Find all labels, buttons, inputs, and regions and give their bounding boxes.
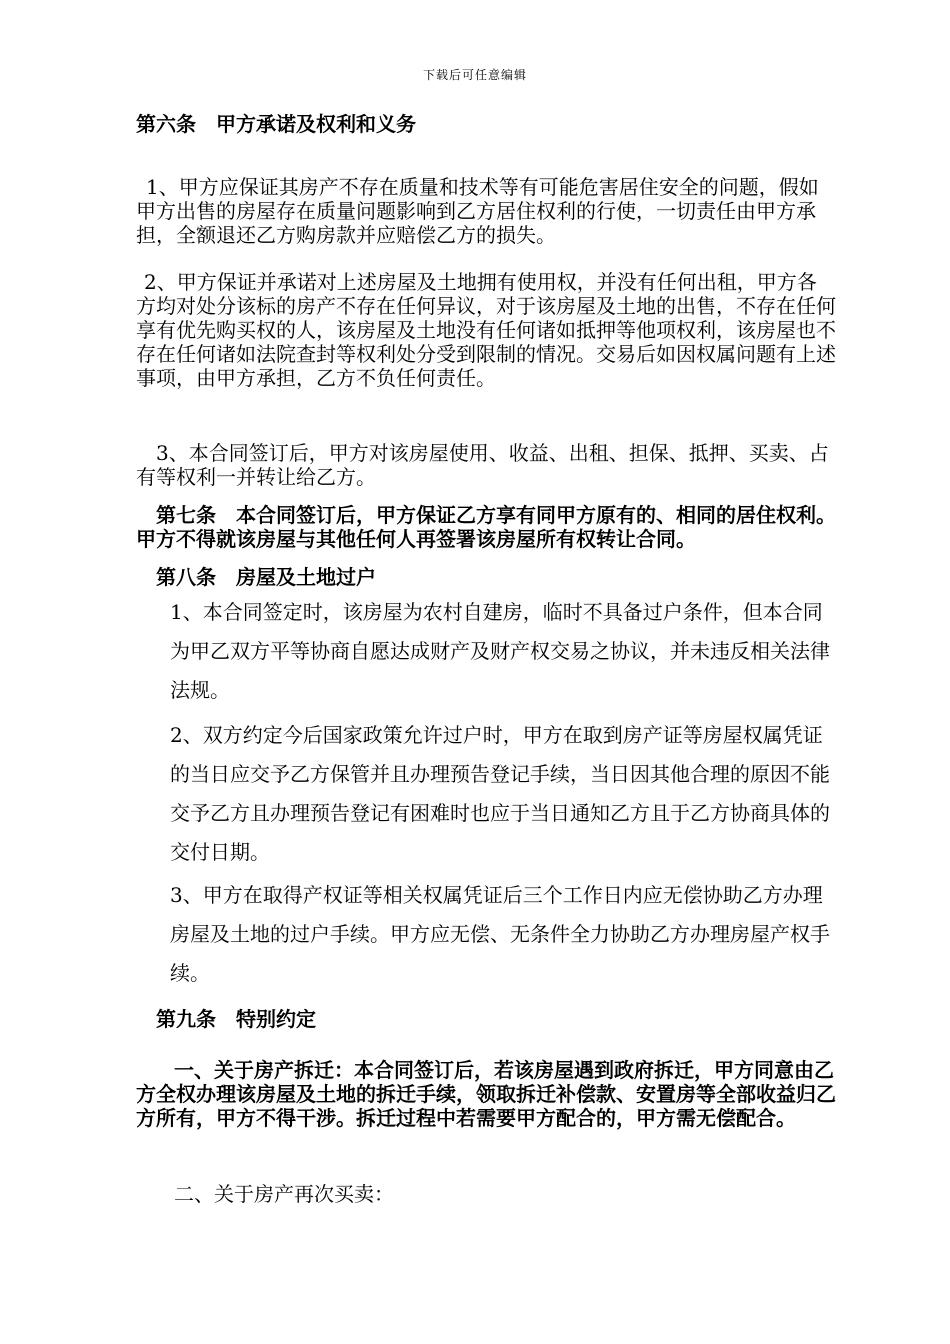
- article-6-clause-1: 1、甲方应保证其房产不存在质量和技术等有可能危害居住安全的问题，假如甲方出售的房屋存在质量问题影响到乙方居住权利的行使，一切责任由甲方承担，全额退还乙方购房款并应赔偿乙方的损失。: [136, 175, 819, 247]
- article-7: 第七条 本合同签订后，甲方保证乙方享有同甲方原有的、相同的居住权利。甲方不得就该房屋与其他任何人再签署该房屋所有权转让合同。: [136, 503, 836, 551]
- article-6-clause-2: 2、甲方保证并承诺对上述房屋及土地拥有使用权，并没有任何出租，甲方各方均对处分该标的房产不存在任何异议，对于该房屋及土地的出售，不存在任何享有优先购买权的人，该房屋及土地没有任何诸如抵押等他项权利，该房屋也不存在任何诸如法院查封等权利处分受到限制的情况。交易后如因权属问题有上述事项，由甲方承担，乙方不负任何责任。: [136, 270, 836, 390]
- article-8-clause-1: 1、本合同签定时，该房屋为农村自建房，临时不具备过户条件，但本合同为甲乙双方平等协商自愿达成财产及财产权交易之协议，并未违反相关法律法规。: [170, 600, 830, 702]
- article-9-clause-1: 一、关于房产拆迁：本合同签订后，若该房屋遇到政府拆迁，甲方同意由乙方全权办理该房屋及土地的拆迁手续，领取拆迁补偿款、安置房等全部收益归乙方所有，甲方不得干涉。拆迁过程中若需要甲方配合的，甲方需无偿配合。: [136, 1058, 836, 1130]
- article-8-clause-2: 2、双方约定今后国家政策允许过户时，甲方在取到房产证等房屋权属凭证的当日应交予乙方保管并且办理预告登记手续，当日因其他合理的原因不能交予乙方且办理预告登记有困难时也应于当日通知乙方且于乙方协商具体的交付日期。: [170, 723, 830, 864]
- article-8-clause-3: 3、甲方在取得产权证等相关权属凭证后三个工作日内应无偿协助乙方办理房屋及土地的过户手续。甲方应无偿、无条件全力协助乙方办理房屋产权手续。: [170, 883, 830, 985]
- article-6-title: 第六条 甲方承诺及权利和义务: [136, 112, 416, 136]
- page-header: 下载后可任意编辑: [422, 68, 527, 82]
- article-6-clause-3: 3、本合同签订后，甲方对该房屋使用、收益、出租、担保、抵押、买卖、占有等权利一并转让给乙方。: [136, 441, 829, 489]
- article-9-title: 第九条 特别约定: [156, 1007, 316, 1031]
- article-8-title: 第八条 房屋及土地过户: [156, 565, 376, 589]
- article-9-clause-2: 二、关于房产再次买卖：: [174, 1182, 394, 1206]
